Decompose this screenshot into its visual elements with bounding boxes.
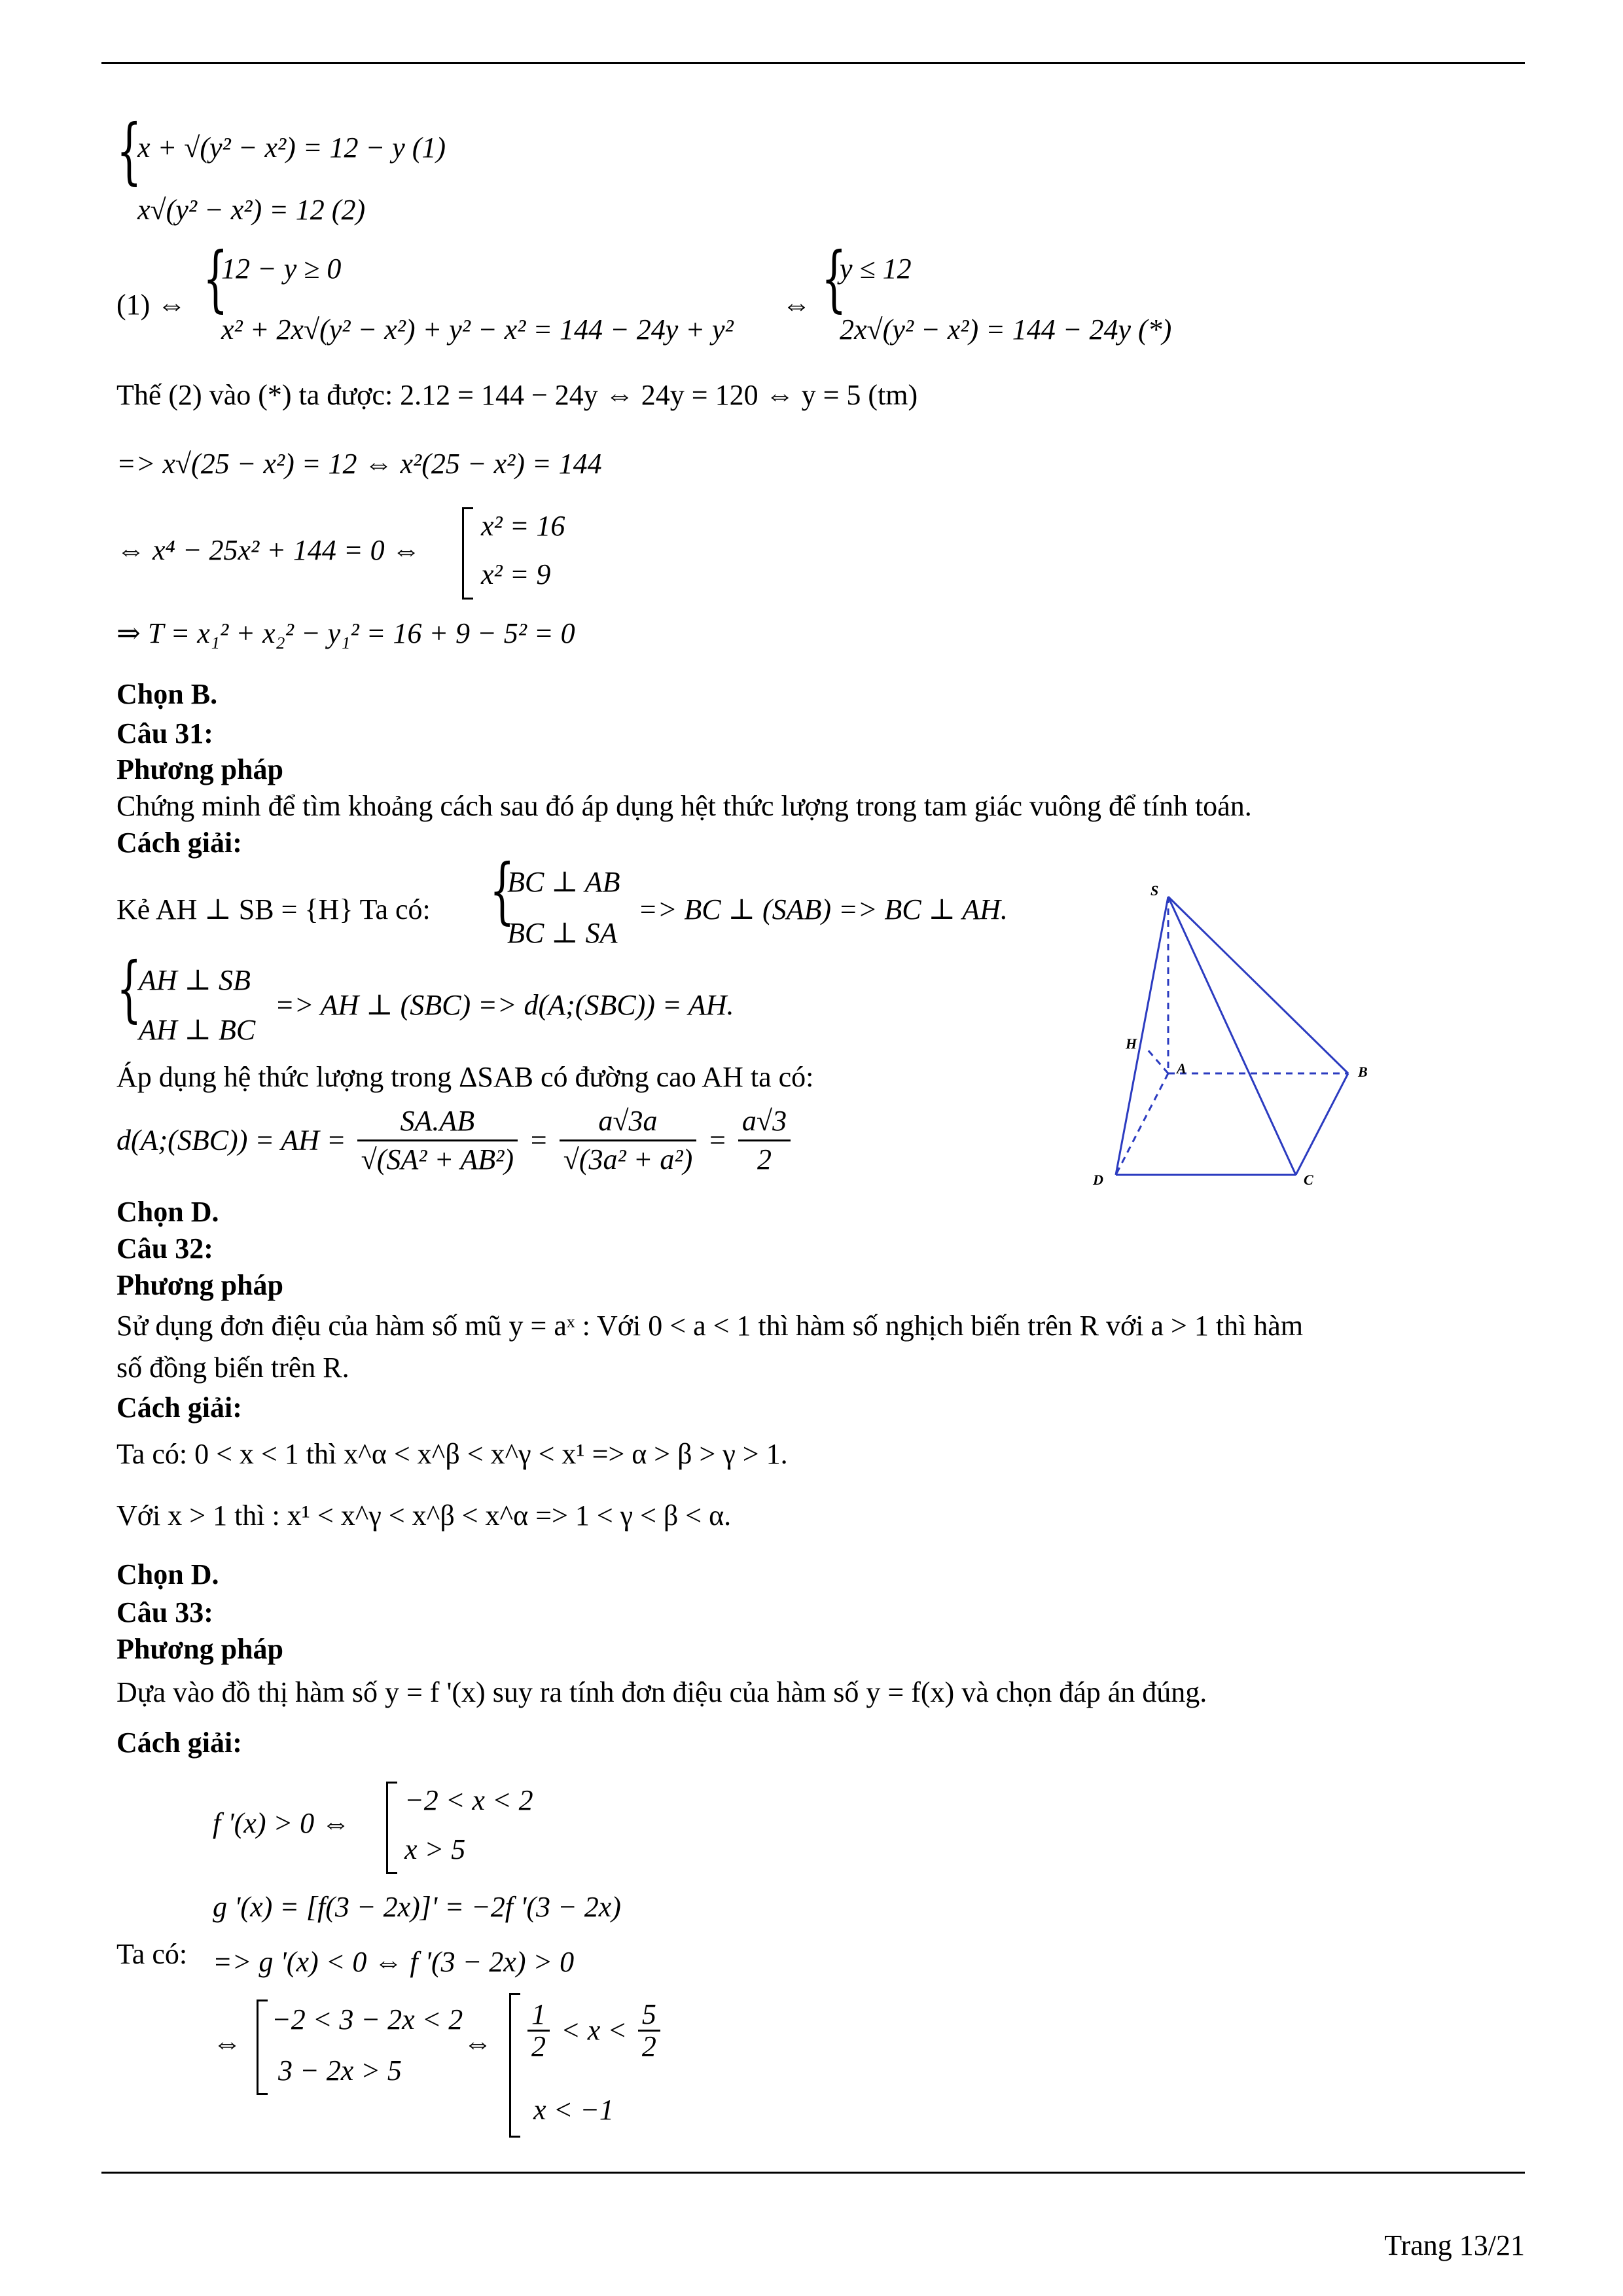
footer-rule [101,2172,1525,2174]
cau31-title: Câu 31: [116,717,213,749]
cau31-method: Phương pháp [116,753,283,785]
cau33-bracket2 [509,1993,520,2138]
cau32-l1: Ta có: 0 < x < 1 thì x^α < x^β < x^γ < x¹ => α > β > γ > 1. [116,1438,788,1470]
label-S: S [1150,882,1159,899]
system-brace: { [116,109,142,192]
cau33-r1-frac2 [638,2000,660,2062]
cau32-answer: Chọn D. [116,1558,219,1590]
cau32-method: Phương pháp [116,1269,283,1301]
cau33-title: Câu 33: [116,1596,213,1628]
cau33-iff1: ⇔ [213,2027,241,2059]
cau33-c1: −2 < 3 − 2x < 2 [272,2003,463,2036]
pyramid-figure [1073,877,1400,1191]
system-eq2: x√(y² − x²) = 12 (2) [137,194,366,226]
cau33-r1 [524,2000,664,2062]
cau31-answer: Chọn D. [116,1196,219,1228]
cau31-frac1-den: √(SA² + AB²) [361,1143,514,1175]
edge-CB [1296,1073,1348,1175]
quartic-left: ⇔ x⁴ − 25x² + 144 = 0 ⇔ [116,534,421,566]
cau31-frac2-num: a√3a [560,1103,697,1141]
cau31-frac2 [560,1103,697,1178]
eq1-brace-right: { [821,236,847,320]
cau33-r1-mid: < x < [561,2014,627,2047]
edge-AD [1116,1073,1168,1175]
cau31-frac3-den: 2 [757,1143,772,1175]
label-D: D [1093,1172,1103,1188]
label-H: H [1126,1035,1137,1052]
edge-SC [1168,897,1296,1175]
cau33-solution: Cách giải: [116,1727,242,1759]
quartic-root1: x² = 16 [481,510,565,542]
cau31-ke: Kẻ AH ⊥ SB = {H} Ta có: [116,893,431,925]
eq1-cond1: 12 − y ≥ 0 [221,253,342,285]
cau32-solution: Cách giải: [116,1391,242,1424]
cau31-frac1-num: SA.AB [357,1103,518,1141]
cau33-fp-bracket [386,1782,397,1874]
cau33-fp1: −2 < x < 2 [404,1784,533,1816]
cau31-s1r: => BC ⊥ (SAB) => BC ⊥ AH. [638,893,1008,925]
edge-SB [1168,897,1348,1073]
edge-AH [1147,1049,1168,1073]
answer-b: Chọn B. [116,678,218,710]
cau31-s1a: BC ⊥ AB [507,866,620,898]
cau31-apply: Áp dụng hệ thức lượng trong ΔSAB có đường cao AH ta có: [116,1061,814,1093]
cau33-method: Phương pháp [116,1633,283,1665]
cau31-d-left: d(A;(SBC)) = AH = [116,1124,346,1157]
cau33-fp-left: f '(x) > 0 ⇔ [213,1807,351,1839]
eq1-arrow: ⇔ [782,289,811,321]
cau32-method-l2: số đồng biến trên R. [116,1352,349,1384]
cau33-iff2: ⇔ [463,2027,492,2059]
cau31-brace1: { [490,848,515,932]
cau31-frac3 [738,1103,791,1178]
cau33-r2: x < −1 [533,2094,614,2126]
cau31-frac2-den: √(3a² + a²) [563,1143,693,1175]
cau33-c2: 3 − 2x > 5 [278,2054,402,2087]
system-eq1: x + √(y² − x²) = 12 − y (1) [137,132,446,164]
eq-sign-1: = [528,1124,548,1157]
cau31-s2r: => AH ⊥ (SBC) => d(A;(SBC)) = AH. [275,989,734,1021]
eq1-brace-left: { [203,236,228,320]
cau31-frac3-num: a√3 [738,1103,791,1141]
cau31-frac1 [357,1103,518,1178]
eq1-cond2: x² + 2x√(y² − x²) + y² − x² = 144 − 24y + y² [221,314,734,346]
cau33-method-text: Dựa vào đồ thị hàm số y = f '(x) suy ra tính đơn điệu của hàm số y = f(x) và chọn đáp án đúng. [116,1676,1207,1708]
page-number: Trang 13/21 [1384,2229,1525,2261]
eq1-d1: y ≤ 12 [840,253,912,285]
x-line: => x√(25 − x²) = 12 ⇔ x²(25 − x²) = 144 [116,448,602,480]
edge-SD [1116,897,1168,1175]
cau32-method-l1: Sử dụng đơn điệu của hàm số mũ y = aˣ : Với 0 < a < 1 thì hàm số nghịch biến trên R với a > 1 thì hàm [116,1310,1304,1342]
label-B: B [1358,1064,1368,1080]
cau33-r1-frac1 [527,2000,550,2062]
substitute-line: Thế (2) vào (*) ta được: 2.12 = 144 − 24y ⇔ 24y = 120 ⇔ y = 5 (tm) [116,379,918,411]
cau33-taco: Ta có: [116,1938,188,1970]
cau32-l2: Với x > 1 thì : x¹ < x^γ < x^β < x^α => 1 < γ < β < α. [116,1499,732,1532]
cau33-g1: g '(x) = [f(3 − 2x)]' = −2f '(3 − 2x) [213,1891,621,1923]
cau33-r1-d1: 2 [531,2030,546,2062]
cau31-s2b: AH ⊥ BC [139,1014,256,1046]
eq1-label: (1) ⇔ [116,289,187,321]
cau31-s2a: AH ⊥ SB [139,964,251,996]
eq-sign-2: = [707,1124,727,1157]
cau33-bracket1 [257,2000,268,2095]
quartic-bracket [462,507,473,600]
header-rule [101,62,1525,64]
cau33-r1-d2: 2 [641,2030,656,2062]
cau33-fp2: x > 5 [404,1833,466,1865]
t-line: ⇒ T = x₁² + x₂² − y₁² = 16 + 9 − 5² = 0 [116,617,575,649]
eq1-d2: 2x√(y² − x²) = 144 − 24y (*) [840,314,1172,346]
cau31-method-text: Chứng minh để tìm khoảng cách sau đó áp dụng hệt thức lượng trong tam giác vuông để tính toán. [116,790,1252,822]
cau31-s1b: BC ⊥ SA [507,917,618,949]
cau31-brace2: { [116,946,142,1030]
cau33-r1-n2: 5 [638,2000,660,2032]
cau31-solution: Cách giải: [116,827,242,859]
cau33-r1-n1: 1 [527,2000,550,2032]
label-C: C [1304,1172,1313,1188]
label-A: A [1177,1060,1186,1077]
cau33-g2: => g '(x) < 0 ⇔ f '(3 − 2x) > 0 [213,1946,575,1978]
cau31-distance [116,1103,794,1178]
cau32-title: Câu 32: [116,1232,213,1265]
quartic-root2: x² = 9 [481,558,551,590]
